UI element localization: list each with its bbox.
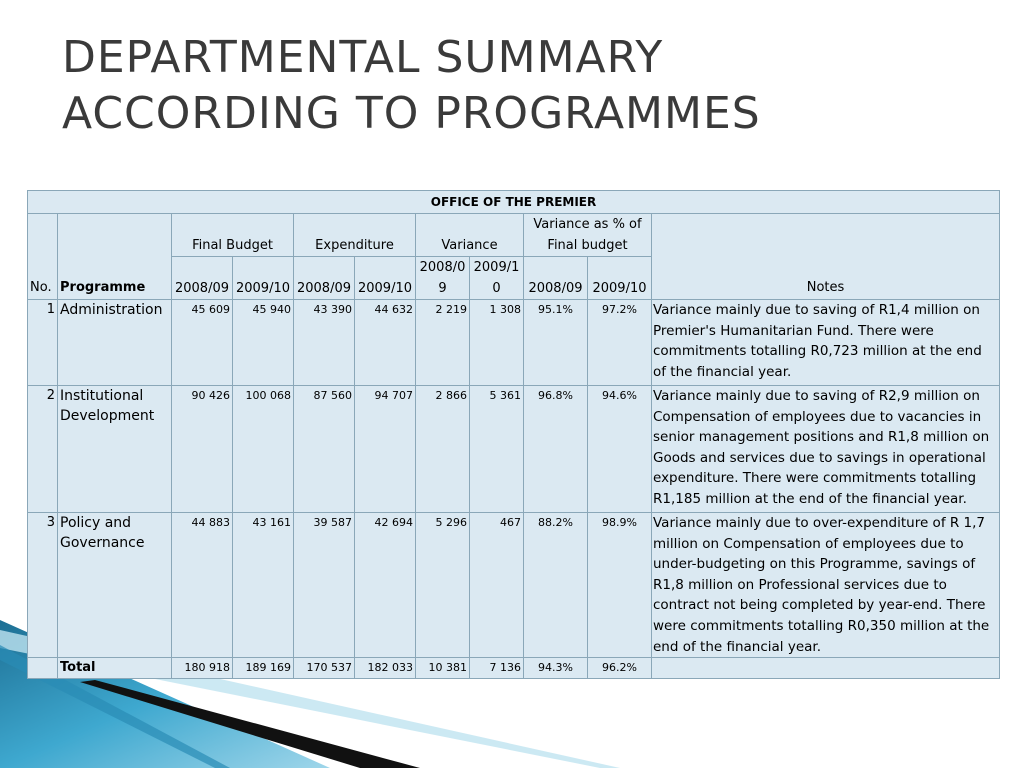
row-programme: Policy and Governance <box>58 513 172 658</box>
header-variance: Variance <box>416 214 524 257</box>
departmental-summary-table <box>27 190 1000 679</box>
slide-title-line-1: DEPARTMENTAL SUMMARY <box>62 32 664 83</box>
header-year: 2009/10 <box>233 257 294 300</box>
total-final-budget-0809: 180 918 <box>172 658 233 679</box>
cell-variance-pct-0910: 98.9% <box>588 513 652 658</box>
header-notes: Notes <box>652 214 1000 300</box>
cell-expenditure-0910: 44 632 <box>355 300 416 386</box>
cell-variance-pct-0809: 95.1% <box>524 300 588 386</box>
cell-expenditure-0809: 43 390 <box>294 300 355 386</box>
slide-title-line-2: ACCORDING TO PROGRAMMES <box>62 88 761 139</box>
total-no-cell <box>28 658 58 679</box>
header-year: 2009/10 <box>588 257 652 300</box>
table-row <box>28 513 1000 658</box>
cell-final-budget-0910: 100 068 <box>233 386 294 513</box>
total-expenditure-0910: 182 033 <box>355 658 416 679</box>
header-no: No. <box>28 214 58 300</box>
total-variance-0809: 10 381 <box>416 658 470 679</box>
cell-variance-pct-0809: 88.2% <box>524 513 588 658</box>
total-label: Total <box>58 658 172 679</box>
cell-final-budget-0910: 45 940 <box>233 300 294 386</box>
table-row <box>28 386 1000 513</box>
cell-final-budget-0809: 45 609 <box>172 300 233 386</box>
cell-expenditure-0809: 87 560 <box>294 386 355 513</box>
row-no: 1 <box>28 300 58 386</box>
cell-notes: Variance mainly due to saving of R1,4 million on Premier's Humanitarian Fund. There were commitments totalling R0,723 million at the end of the financial year. <box>652 300 1000 386</box>
header-year: 2008/09 <box>294 257 355 300</box>
cell-variance-0809: 5 296 <box>416 513 470 658</box>
header-year: 2009/10 <box>355 257 416 300</box>
row-programme: Administration <box>58 300 172 386</box>
header-year: 2008/09 <box>172 257 233 300</box>
cell-notes: Variance mainly due to saving of R2,9 million on Compensation of employees due to vacancies in senior management positions and R1,8 million on Goods and services due to savings in operational expenditure. There were commitments totalling R1,185 million at the end of the financial year. <box>652 386 1000 513</box>
total-variance-pct-0809: 94.3% <box>524 658 588 679</box>
row-programme: Institutional Development <box>58 386 172 513</box>
header-year: 2009/10 <box>470 257 524 300</box>
cell-variance-0910: 5 361 <box>470 386 524 513</box>
cell-final-budget-0809: 90 426 <box>172 386 233 513</box>
total-final-budget-0910: 189 169 <box>233 658 294 679</box>
cell-variance-pct-0910: 97.2% <box>588 300 652 386</box>
cell-expenditure-0910: 42 694 <box>355 513 416 658</box>
total-variance-pct-0910: 96.2% <box>588 658 652 679</box>
header-variance-pct: Variance as % of Final budget <box>524 214 652 257</box>
cell-expenditure-0809: 39 587 <box>294 513 355 658</box>
header-year: 2008/09 <box>524 257 588 300</box>
cell-variance-0910: 467 <box>470 513 524 658</box>
header-programme: Programme <box>58 214 172 300</box>
total-variance-0910: 7 136 <box>470 658 524 679</box>
row-no: 3 <box>28 513 58 658</box>
cell-expenditure-0910: 94 707 <box>355 386 416 513</box>
row-no: 2 <box>28 386 58 513</box>
cell-final-budget-0910: 43 161 <box>233 513 294 658</box>
cell-variance-0809: 2 866 <box>416 386 470 513</box>
header-final-budget: Final Budget <box>172 214 294 257</box>
cell-variance-0910: 1 308 <box>470 300 524 386</box>
cell-final-budget-0809: 44 883 <box>172 513 233 658</box>
slide-title <box>62 30 962 142</box>
table-row <box>28 300 1000 386</box>
total-expenditure-0809: 170 537 <box>294 658 355 679</box>
cell-variance-pct-0910: 94.6% <box>588 386 652 513</box>
header-year: 2008/09 <box>416 257 470 300</box>
office-header: OFFICE OF THE PREMIER <box>28 191 1000 214</box>
cell-variance-pct-0809: 96.8% <box>524 386 588 513</box>
header-expenditure: Expenditure <box>294 214 416 257</box>
cell-variance-0809: 2 219 <box>416 300 470 386</box>
total-notes-cell <box>652 658 1000 679</box>
cell-notes: Variance mainly due to over-expenditure of R 1,7 million on Compensation of employees due to under-budgeting on this Programme, savings of R1,8 million on Professional services due to contract not being completed by year-end. There were commitments totalling R0,350 million at the end of the financial year. <box>652 513 1000 658</box>
total-row <box>28 658 1000 679</box>
